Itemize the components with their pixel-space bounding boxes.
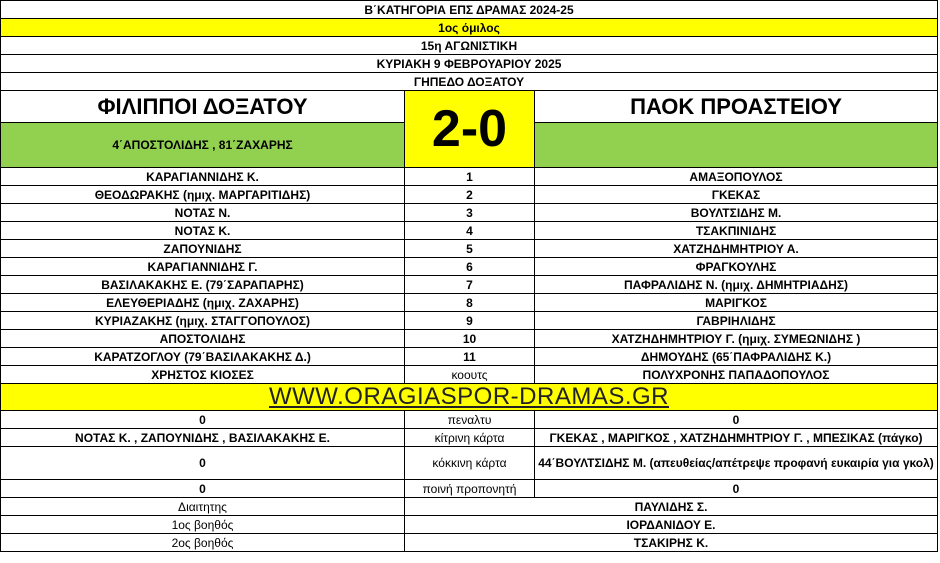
shirt-number: 9 <box>405 312 535 330</box>
home-scorers: 4΄ΑΠΟΣΤΟΛΙΔΗΣ , 81΄ΖΑΧΑΡΗΣ <box>1 123 405 168</box>
away-player: ΦΡΑΓΚΟΥΛΗΣ <box>535 258 938 276</box>
lineup-row <box>1 204 938 222</box>
home-coach: ΧΡΗΣΤΟΣ ΚΙΟΣΕΣ <box>1 366 405 384</box>
home-yellow-cards: ΝΟΤΑΣ Κ. , ΖΑΠΟΥΝΙΔΗΣ , ΒΑΣΙΛΑΚΑΚΗΣ Ε. <box>1 429 405 447</box>
lineup-row <box>1 312 938 330</box>
lineup-row <box>1 330 938 348</box>
home-player: ΝΟΤΑΣ Ν. <box>1 204 405 222</box>
shirt-number: 4 <box>405 222 535 240</box>
home-penalty: 0 <box>1 411 405 429</box>
group-label: 1ος όμιλος <box>1 19 938 37</box>
venue-label: ΓΗΠΕΔΟ ΔΟΞΑΤΟΥ <box>1 73 938 91</box>
assistant2-role: 2ος βοηθός <box>1 534 405 552</box>
match-date: ΚΥΡΙΑΚΗ 9 ΦΕΒΡΟΥΑΡΙΟΥ 2025 <box>1 55 938 73</box>
away-team-name: ΠΑΟΚ ΠΡΟΑΣΤΕΙΟΥ <box>535 91 938 123</box>
coach-label: κοουτς <box>405 366 535 384</box>
stat-row <box>1 429 938 447</box>
away-player: ΤΣΑΚΠΙΝΙΔΗΣ <box>535 222 938 240</box>
lineup-row <box>1 168 938 186</box>
away-player: ΧΑΤΖΗΔΗΜΗΤΡΙΟΥ Γ. (ημιχ. ΣΥΜΕΩΝΙΔΗΣ ) <box>535 330 938 348</box>
home-team-name: ΦΙΛΙΠΠΟΙ ΔΟΞΑΤΟΥ <box>1 91 405 123</box>
away-penalty: 0 <box>535 411 938 429</box>
coach-row <box>1 366 938 384</box>
assistant2-name: ΤΣΑΚΙΡΗΣ Κ. <box>405 534 938 552</box>
matchday-label: 15η ΑΓΩΝΙΣΤΙΚΗ <box>1 37 938 55</box>
home-player: ΝΟΤΑΣ Κ. <box>1 222 405 240</box>
away-yellow-cards: ΓΚΕΚΑΣ , ΜΑΡΙΓΚΟΣ , ΧΑΤΖΗΔΗΜΗΤΡΙΟΥ Γ. , ΜΠΕΣΙΚΑΣ (πάγκο) <box>535 429 938 447</box>
home-coach-penalty: 0 <box>1 480 405 498</box>
lineup-row <box>1 222 938 240</box>
shirt-number: 8 <box>405 294 535 312</box>
match-score: 2-0 <box>405 91 535 168</box>
lineup-row <box>1 294 938 312</box>
away-player: ΜΑΡΙΓΚΟΣ <box>535 294 938 312</box>
home-player: ΒΑΣΙΛΑΚΑΚΗΣ Ε. (79΄ΣΑΡΑΠΑΡΗΣ) <box>1 276 405 294</box>
lineup-row <box>1 348 938 366</box>
shirt-number: 10 <box>405 330 535 348</box>
away-player: ΓΑΒΡΙΗΛΙΔΗΣ <box>535 312 938 330</box>
red-card-label: κόκκινη κάρτα <box>405 447 535 480</box>
stat-row <box>1 480 938 498</box>
shirt-number: 2 <box>405 186 535 204</box>
penalty-label: πεναλτυ <box>405 411 535 429</box>
shirt-number: 3 <box>405 204 535 222</box>
lineup-row <box>1 240 938 258</box>
competition-title: Β΄ΚΑΤΗΓΟΡΙΑ ΕΠΣ ΔΡΑΜΑΣ 2024-25 <box>1 1 938 19</box>
referee-name: ΠΑΥΛΙΔΗΣ Σ. <box>405 498 938 516</box>
away-player: ΓΚΕΚΑΣ <box>535 186 938 204</box>
away-coach-penalty: 0 <box>535 480 938 498</box>
lineup-row <box>1 186 938 204</box>
shirt-number: 11 <box>405 348 535 366</box>
home-red-cards: 0 <box>1 447 405 480</box>
stat-row <box>1 447 938 480</box>
home-player: ΘΕΟΔΩΡΑΚΗΣ (ημιχ. ΜΑΡΓΑΡΙΤΙΔΗΣ) <box>1 186 405 204</box>
away-player: ΔΗΜΟΥΔΗΣ (65΄ΠΑΦΡΑΛΙΔΗΣ Κ.) <box>535 348 938 366</box>
away-player: ΧΑΤΖΗΔΗΜΗΤΡΙΟΥ Α. <box>535 240 938 258</box>
away-scorers <box>535 123 938 168</box>
lineup-row <box>1 258 938 276</box>
stat-row <box>1 411 938 429</box>
home-player: ΚΑΡΑΤΖΟΓΛΟΥ (79΄ΒΑΣΙΛΑΚΑΚΗΣ Δ.) <box>1 348 405 366</box>
official-row <box>1 498 938 516</box>
home-player: ΕΛΕΥΘΕΡΙΑΔΗΣ (ημιχ. ΖΑΧΑΡΗΣ) <box>1 294 405 312</box>
home-player: ΖΑΠΟΥΝΙΔΗΣ <box>1 240 405 258</box>
official-row <box>1 534 938 552</box>
shirt-number: 1 <box>405 168 535 186</box>
website-link[interactable]: WWW.ORAGIASPOR-DRAMAS.GR <box>1 384 938 411</box>
referee-role: Διαιτητης <box>1 498 405 516</box>
away-player: ΠΑΦΡΑΛΙΔΗΣ Ν. (ημιχ. ΔΗΜΗΤΡΙΑΔΗΣ) <box>535 276 938 294</box>
away-coach: ΠΟΛΥΧΡΟΝΗΣ ΠΑΠΑΔΟΠΟΥΛΟΣ <box>535 366 938 384</box>
assistant1-name: ΙΟΡΔΑΝΙΔΟΥ Ε. <box>405 516 938 534</box>
assistant1-role: 1ος βοηθός <box>1 516 405 534</box>
home-player: ΚΥΡΙΑΖΑΚΗΣ (ημιχ. ΣΤΑΓΓΟΠΟΥΛΟΣ) <box>1 312 405 330</box>
home-player: ΚΑΡΑΓΙΑΝΝΙΔΗΣ Γ. <box>1 258 405 276</box>
home-player: ΚΑΡΑΓΙΑΝΝΙΔΗΣ Κ. <box>1 168 405 186</box>
shirt-number: 5 <box>405 240 535 258</box>
coach-penalty-label: ποινή προπονητή <box>405 480 535 498</box>
away-player: ΒΟΥΛΤΣΙΔΗΣ Μ. <box>535 204 938 222</box>
away-player: ΑΜΑΞΟΠΟΥΛΟΣ <box>535 168 938 186</box>
home-player: ΑΠΟΣΤΟΛΙΔΗΣ <box>1 330 405 348</box>
official-row <box>1 516 938 534</box>
away-red-cards: 44΄ΒΟΥΛΤΣΙΔΗΣ Μ. (απευθείας/απέτρεψε προφανή ευκαιρία για γκολ) <box>535 447 938 480</box>
yellow-card-label: κίτρινη κάρτα <box>405 429 535 447</box>
lineup-row <box>1 276 938 294</box>
shirt-number: 7 <box>405 276 535 294</box>
shirt-number: 6 <box>405 258 535 276</box>
